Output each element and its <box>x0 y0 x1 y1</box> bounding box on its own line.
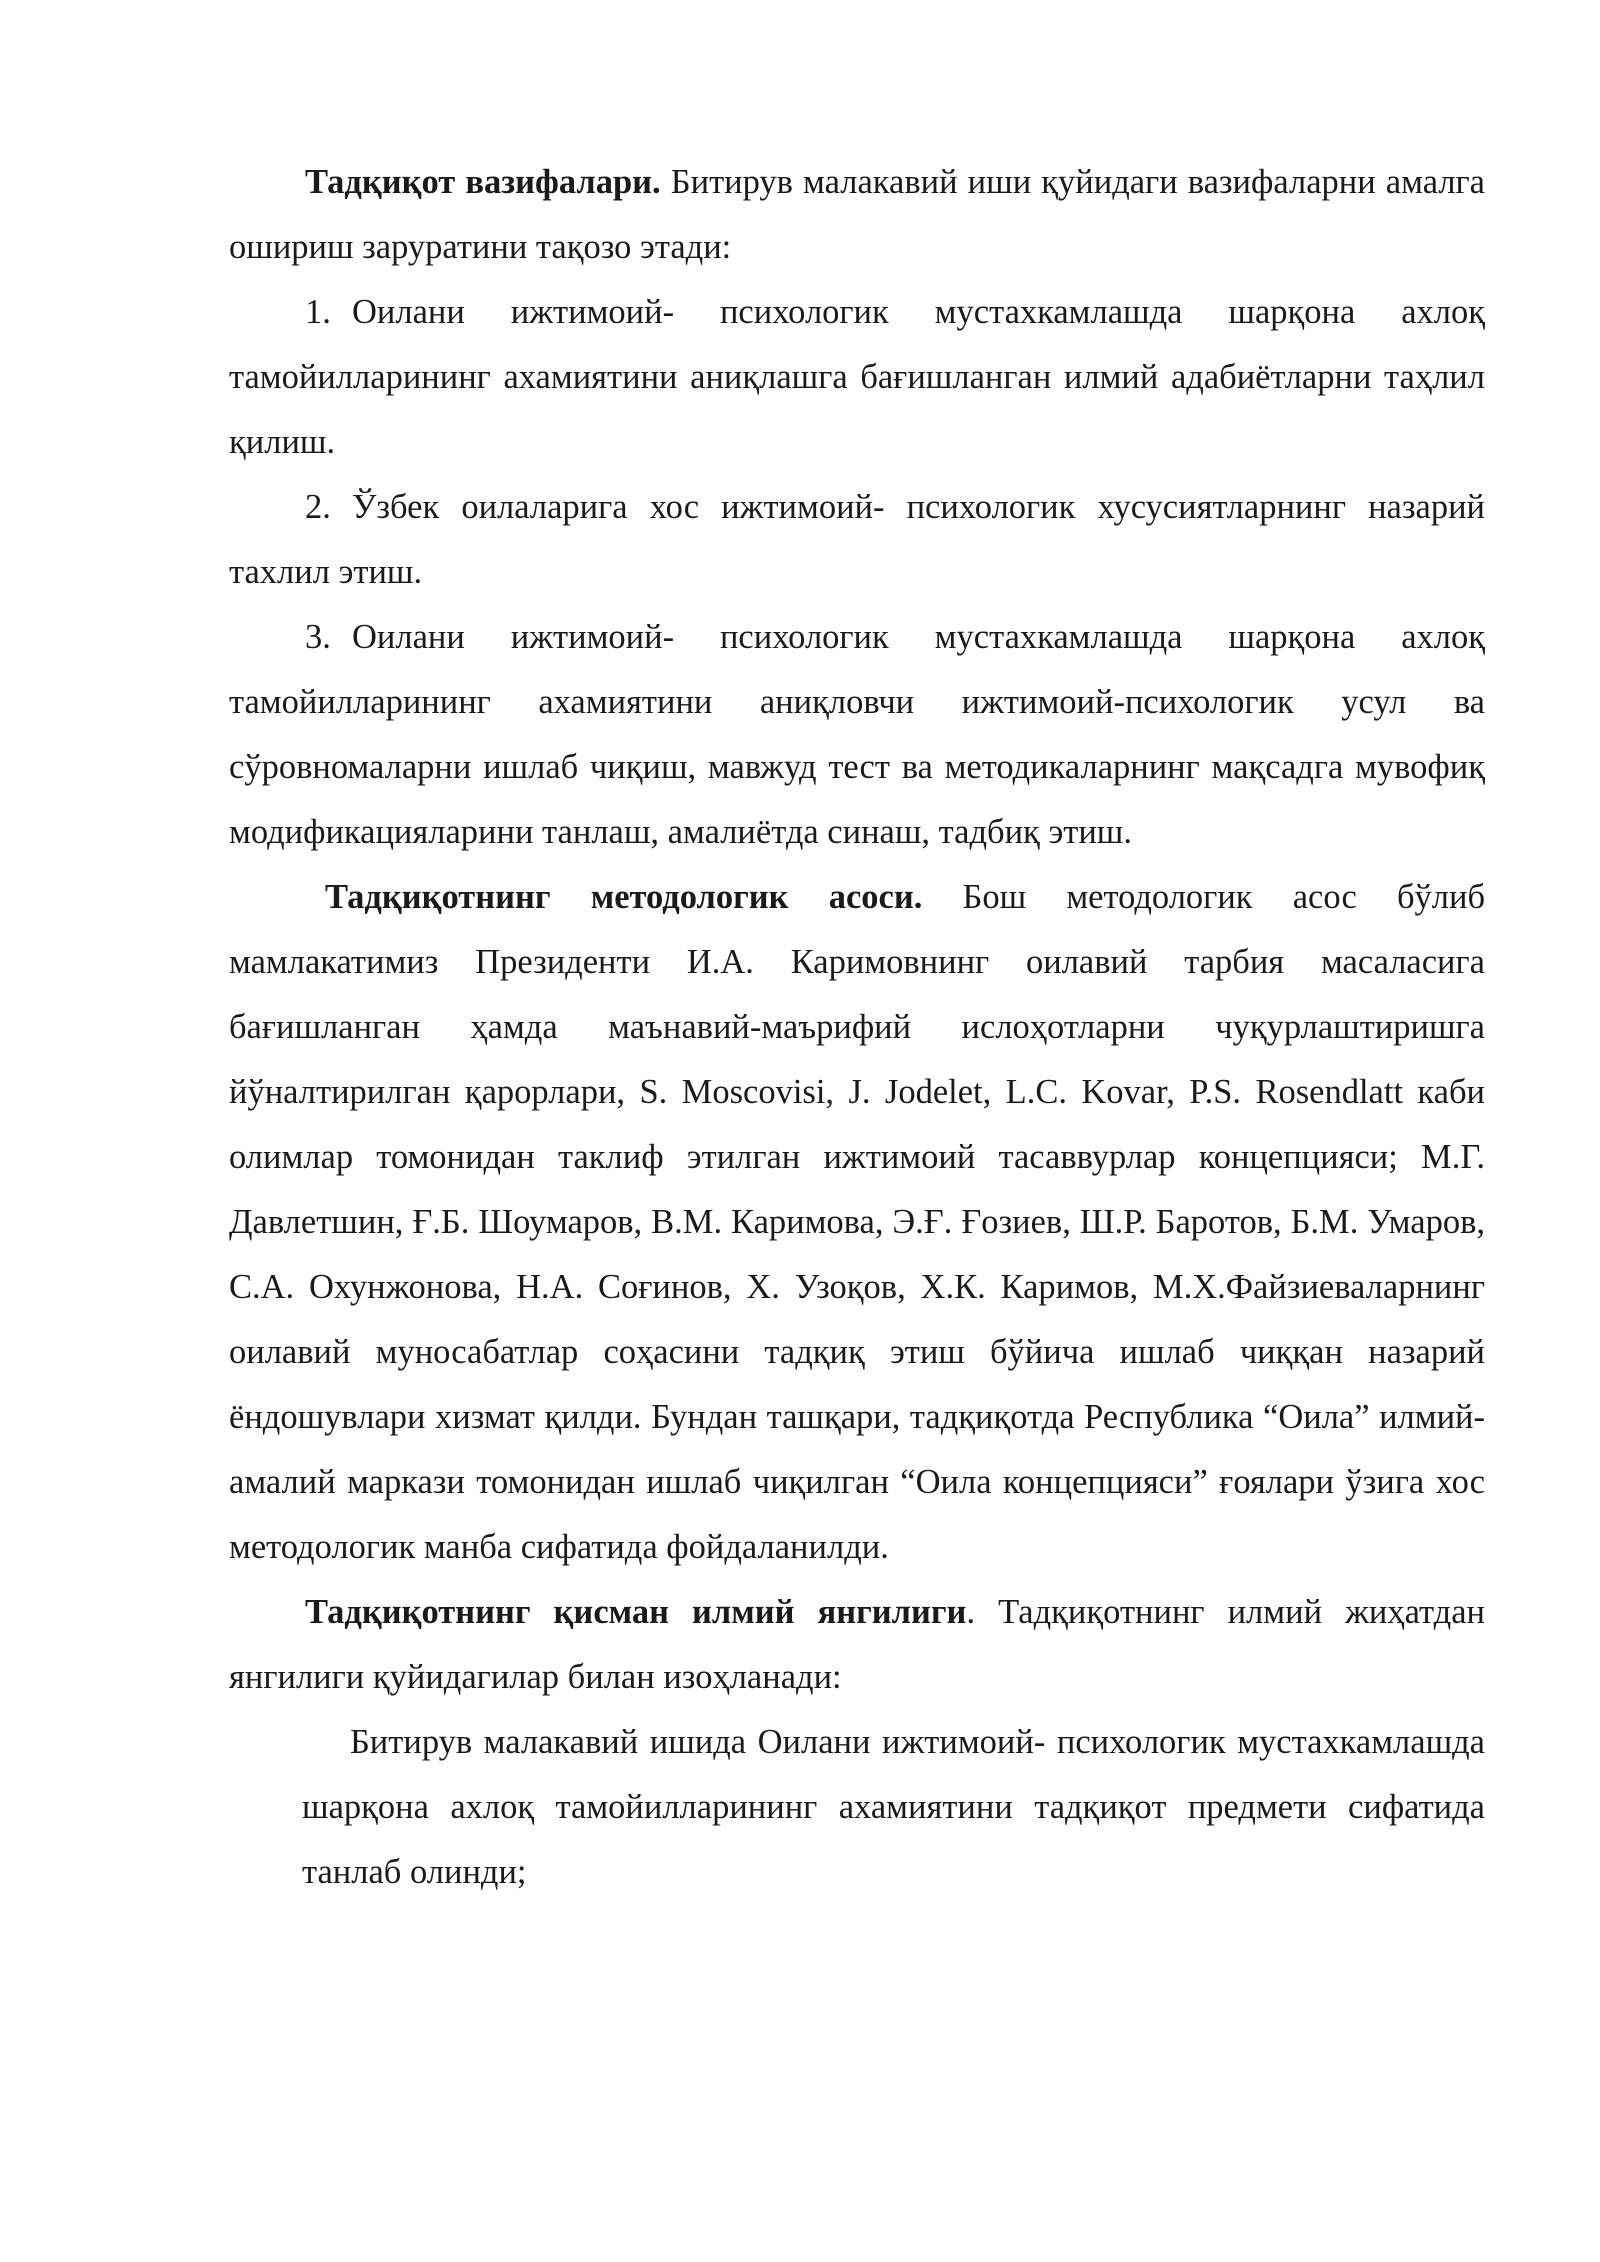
task-number: 3. <box>305 618 331 656</box>
document-page <box>229 150 1485 1905</box>
task-item-1 <box>229 280 1485 475</box>
task-text: Ўзбек оилаларига хос ижтимоий- психологик хусусиятларнинг назарий тахлил этиш. <box>229 488 1485 591</box>
research-tasks-heading: Тадқиқот вазифалари. <box>305 163 661 201</box>
task-number: 1. <box>305 293 331 331</box>
methodology-heading: Тадқиқотнинг методологик асоси. <box>325 878 923 916</box>
novelty-intro: . Тадқиқотнинг илмий жиҳатдан янгилиги қуйидагилар билан изоҳланади: <box>229 1593 1485 1696</box>
task-number: 2. <box>305 488 331 526</box>
research-tasks-paragraph <box>229 150 1485 280</box>
methodology-paragraph <box>229 865 1485 1580</box>
task-text: Оилани ижтимоий- психологик мустахкамлашда шарқона ахлоқ тамойилларининг ахамиятини аниқловчи ижтимоий-психологик усул ва сўровномаларни ишлаб чиқиш, мавжуд тест ва методикаларнинг мақсадга мувофиқ модификацияларини танлаш, амалиётда синаш, тадбиқ этиш. <box>229 618 1485 851</box>
task-text: Оилани ижтимоий- психологик мустахкамлашда шарқона ахлоқ тамойилларининг ахамиятини аниқлашга бағишланган илмий адабиётларни таҳлил қилиш. <box>229 293 1485 461</box>
research-tasks-intro: Битирув малакавий иши қуйидаги вазифаларни амалга ошириш заруратини тақозо этади: <box>229 163 1486 266</box>
novelty-item: Битирув малакавий ишида Оилани ижтимоий- психологик мустахкамлашда шарқона ахлоқ тамойилларининг ахамиятини тадқиқот предмети сифатида танлаб олинди; <box>302 1723 1485 1891</box>
novelty-heading: Тадқиқотнинг қисман илмий янгилиги <box>305 1593 967 1631</box>
task-item-2 <box>229 475 1485 605</box>
task-item-3 <box>229 605 1485 865</box>
novelty-paragraph <box>229 1580 1485 1710</box>
methodology-body: Бош методологик асос бўлиб мамлакатимиз Президенти И.А. Каримовнинг оилавий тарбия масаласига бағишланган ҳамда маънавий-маърифий ислоҳотларни чуқурлаштиришга йўналтирилган қарорлари, S. Moscovisi, J. Jodelet, L.C. Kovar, P.S. Rosendlatt каби олимлар томонидан таклиф этилган ижтимоий тасаввурлар концепцияси; М.Г. Давлетшин, Ғ.Б. Шоумаров, В.М. Каримова, Э.Ғ. Ғозиев, Ш.Р. Баротов, Б.М. Умаров, С.А. Охунжонова, Н.А. Соғинов, Х. Узоқов, Х.К. Каримов, М.Х.Файзиеваларнинг оилавий муносабатлар соҳасини тадқиқ этиш бўйича ишлаб чиққан назарий ёндошувлари хизмат қилди. Бундан ташқари, тадқиқотда Республика “Оила” илмий-амалий маркази томонидан ишлаб чиқилган “Оила концепцияси” ғоялари ўзига хос методологик манба сифатида фойдаланилди. <box>229 878 1485 1566</box>
